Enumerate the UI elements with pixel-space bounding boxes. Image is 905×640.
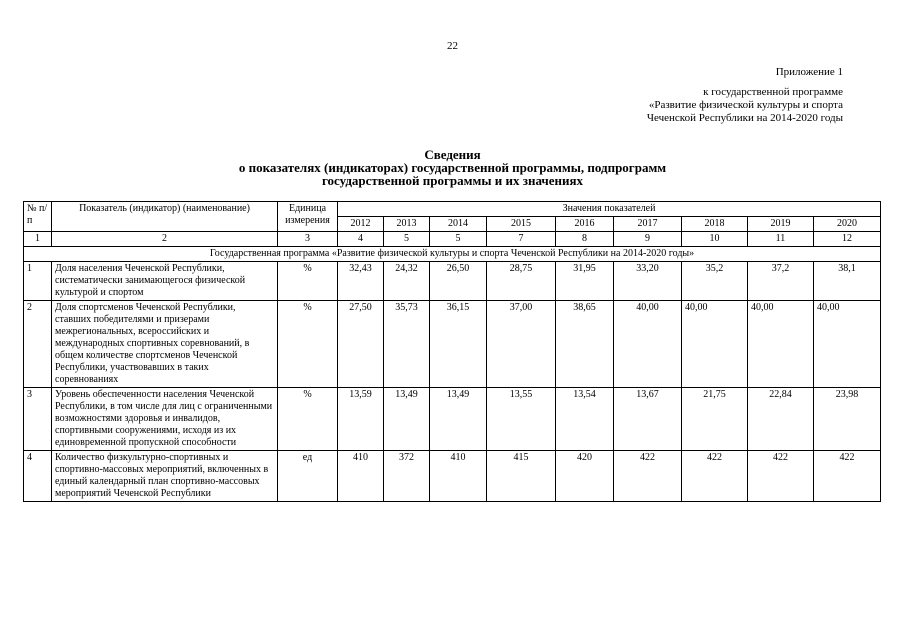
indicator-name: Уровень обеспеченности населения Чеченской Республики, в том числе для лиц с ограниченными возможностями здоровья и инвалидов, спортивными сооружениями, исходя из их единовременной пропускной способности [52,388,278,451]
value-cell: 32,43 [338,262,384,301]
column-number: 4 [338,232,384,247]
value-cell: 28,75 [487,262,556,301]
row-number: 4 [24,451,52,502]
year-header: 2020 [814,217,881,232]
unit-cell: % [278,388,338,451]
value-cell: 40,00 [748,301,814,388]
indicator-name: Доля спортсменов Чеченской Республики, ставших победителями и призерами межрегиональных, всероссийских и международных спортивных соревнований, в общем количестве спортсменов Чеченской Республики, участвовавших в таких соревнованиях [52,301,278,388]
header-values: Значения показателей [338,202,881,217]
value-cell: 40,00 [614,301,682,388]
value-cell: 410 [430,451,487,502]
value-cell: 415 [487,451,556,502]
value-cell: 24,32 [384,262,430,301]
column-number: 1 [24,232,52,247]
header-indicator: Показатель (индикатор) (наименование) [52,202,278,232]
value-cell: 38,1 [814,262,881,301]
page-number: 22 [447,40,458,52]
value-cell: 422 [614,451,682,502]
value-cell: 13,55 [487,388,556,451]
row-number: 3 [24,388,52,451]
indicators-table [23,201,881,502]
year-header: 2012 [338,217,384,232]
year-header: 2017 [614,217,682,232]
appendix-block [647,66,843,125]
value-cell: 37,00 [487,301,556,388]
value-cell: 21,75 [682,388,748,451]
year-header: 2015 [487,217,556,232]
row-number: 1 [24,262,52,301]
appendix-line: «Развитие физической культуры и спорта [648,99,843,111]
year-header: 2013 [384,217,430,232]
title-line: о показателях (индикаторах) государственной программы, подпрограмм [238,160,667,175]
row-number: 2 [24,301,52,388]
value-cell: 420 [556,451,614,502]
column-number-row [24,232,881,247]
appendix-line: к государственной программе [703,86,843,98]
column-number: 11 [748,232,814,247]
value-cell: 22,84 [748,388,814,451]
year-header: 2016 [556,217,614,232]
appendix-label: Приложение 1 [775,66,843,78]
year-header: 2019 [748,217,814,232]
year-header: 2018 [682,217,748,232]
value-cell: 13,59 [338,388,384,451]
value-cell: 35,2 [682,262,748,301]
value-cell: 13,49 [430,388,487,451]
column-number: 10 [682,232,748,247]
document-title [0,148,905,187]
unit-cell: ед [278,451,338,502]
value-cell: 13,54 [556,388,614,451]
value-cell: 38,65 [556,301,614,388]
program-row [24,247,881,262]
table-row [24,388,881,451]
title-line: государственной программы и их значениях [321,173,584,188]
table-row [24,262,881,301]
column-number: 9 [614,232,682,247]
value-cell: 422 [682,451,748,502]
indicator-name: Количество физкультурно-спортивных и спортивно-массовых мероприятий, включенных в единый календарный план спортивно-массовых мероприятий Чеченской Республики [52,451,278,502]
value-cell: 36,15 [430,301,487,388]
value-cell: 13,49 [384,388,430,451]
value-cell: 26,50 [430,262,487,301]
column-number: 5 [384,232,430,247]
column-number: 8 [556,232,614,247]
value-cell: 372 [384,451,430,502]
program-title: Государственная программа «Развитие физической культуры и спорта Чеченской Республики на 2014-2020 годы» [24,247,881,262]
unit-cell: % [278,301,338,388]
appendix-line: Чеченской Республики на 2014-2020 годы [646,112,843,124]
value-cell: 35,73 [384,301,430,388]
column-number: 3 [278,232,338,247]
value-cell: 410 [338,451,384,502]
indicator-name: Доля населения Чеченской Республики, систематически занимающегося физической культурой и спортом [52,262,278,301]
value-cell: 33,20 [614,262,682,301]
value-cell: 27,50 [338,301,384,388]
value-cell: 23,98 [814,388,881,451]
value-cell: 40,00 [682,301,748,388]
value-cell: 422 [814,451,881,502]
title-line: Сведения [424,147,481,162]
value-cell: 40,00 [814,301,881,388]
value-cell: 37,2 [748,262,814,301]
column-number: 2 [52,232,278,247]
table-row [24,451,881,502]
column-number: 5 [430,232,487,247]
header-row [24,202,881,217]
header-unit: Единица измерения [278,202,338,232]
header-num: № п/п [24,202,52,232]
unit-cell: % [278,262,338,301]
column-number: 7 [487,232,556,247]
year-header: 2014 [430,217,487,232]
value-cell: 422 [748,451,814,502]
value-cell: 13,67 [614,388,682,451]
column-number: 12 [814,232,881,247]
table-row [24,301,881,388]
value-cell: 31,95 [556,262,614,301]
